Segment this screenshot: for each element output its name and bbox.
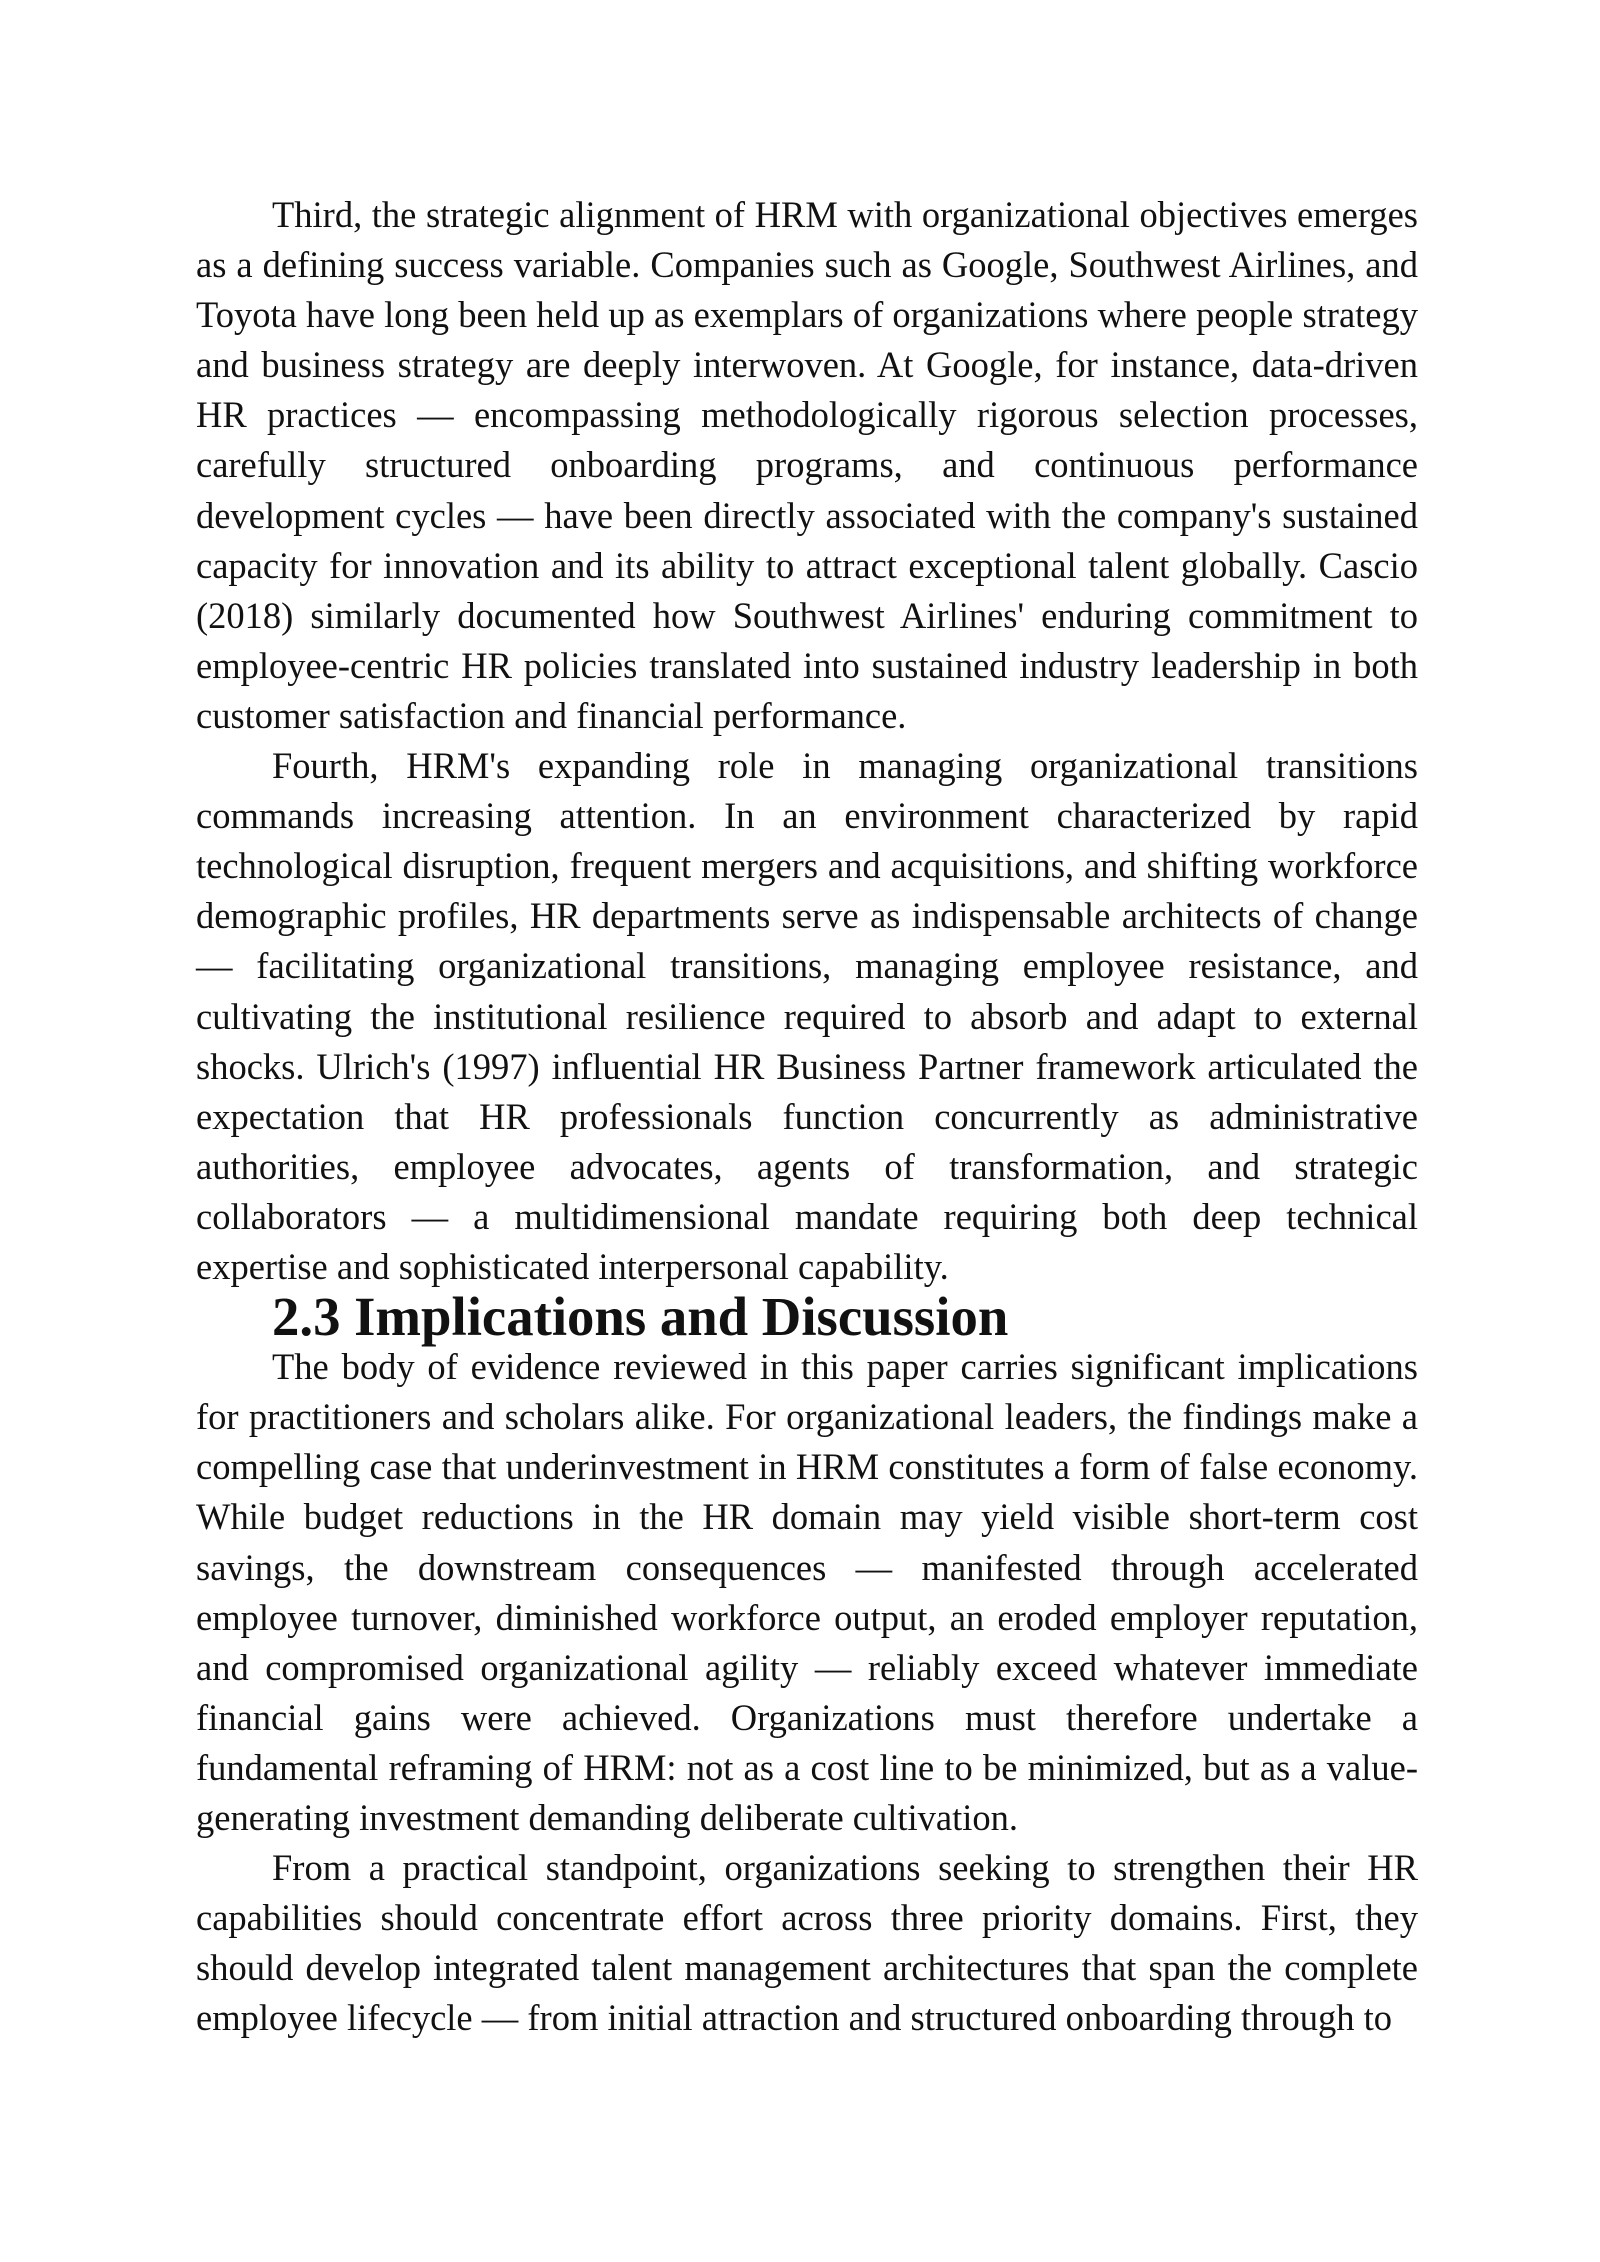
section-heading: 2.3 Implications and Discussion xyxy=(272,1286,1009,1348)
paragraph-practical-standpoint: From a practical standpoint, organizations seeking to strengthen their HR capabilities should concentrate effort across three priority domains. First, they should develop integrated talent management architectures that span the complete employee lifecycle — from initial attraction and structured onboarding through to xyxy=(196,1847,1418,2039)
page-body xyxy=(196,190,1418,2043)
paragraph-implications: The body of evidence reviewed in this paper carries significant implications for practitioners and scholars alike. For organizational leaders, the findings make a compelling case that underinvestment in HRM constitutes a form of false economy. While budget reductions in the HR domain may yield visible short-term cost savings, the downstream consequences — manifested through accelerated employee turnover, diminished workforce output, an eroded employer reputation, and compromised organizational agility — reliably exceed whatever immediate financial gains were achieved. Organizations must therefore undertake a fundamental reframing of HRM: not as a cost line to be minimized, but as a value-generating investment demanding deliberate cultivation. xyxy=(196,1346,1418,1838)
paragraph-fourth-organizational-transitions: Fourth, HRM's expanding role in managing organizational transitions commands increasing attention. In an environment characterized by rapid technological disruption, frequent mergers and acquisitions, and shifting workforce demographic profiles, HR departments serve as indispensable architects of change — facilitating organizational transitions, managing employee resistance, and cultivating the institutional resilience required to absorb and adapt to external shocks. Ulrich's (1997) influential HR Business Partner framework articulated the expectation that HR professionals function concurrently as administrative authorities, employee advocates, agents of transformation, and strategic collaborators — a multidimensional mandate requiring both deep technical expertise and sophisticated interpersonal capability. xyxy=(196,745,1418,1287)
paragraph-third-strategic-alignment: Third, the strategic alignment of HRM with organizational objectives emerges as a defining success variable. Companies such as Google, Southwest Airlines, and Toyota have long been held up as exemplars of organizations where people strategy and business strategy are deeply interwoven. At Google, for instance, data-driven HR practices — encompassing methodologically rigorous selection processes, carefully structured onboarding programs, and continuous performance development cycles — have been directly associated with the company's sustained capacity for innovation and its ability to attract exceptional talent globally. Cascio (2018) similarly documented how Southwest Airlines' enduring commitment to employee-centric HR policies translated into sustained industry leadership in both customer satisfaction and financial performance. xyxy=(196,194,1418,736)
